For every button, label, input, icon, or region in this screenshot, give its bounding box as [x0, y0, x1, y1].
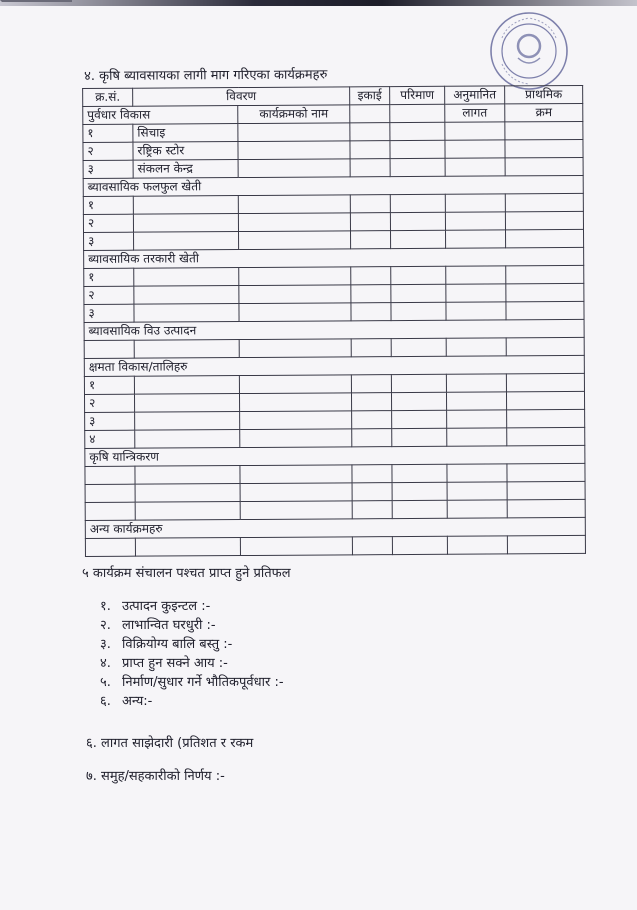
blank-cell	[238, 213, 350, 232]
row-item	[135, 502, 240, 521]
row-item	[133, 214, 238, 233]
blank-cell	[391, 338, 446, 356]
outcome-text: निर्माण/सुधार गर्ने भौतिकपूर्वधार :-	[122, 675, 284, 690]
group-title: कृषि यान्त्रिकरण	[85, 445, 585, 466]
blank-cell	[351, 267, 391, 285]
outcome-list	[100, 597, 284, 711]
blank-cell	[446, 266, 506, 284]
blank-cell	[447, 536, 507, 554]
row-item	[134, 340, 239, 359]
row-number	[85, 484, 135, 502]
blank-cell	[352, 429, 392, 447]
header-sn: क्र.सं.	[83, 88, 133, 106]
group-title: ब्यावसायिक तरकारी खेती	[84, 247, 584, 268]
blank-cell	[390, 140, 445, 158]
blank-cell	[352, 501, 392, 519]
row-number: २	[84, 286, 134, 304]
scan-top-edge	[0, 0, 637, 6]
group-title: क्षमता विकास/तालिहरु	[84, 355, 584, 376]
outcome-text: लाभान्वित घरधुरी :-	[122, 618, 216, 633]
blank-cell	[506, 229, 584, 247]
outcome-text: प्राप्त हुन सक्ने आय :-	[122, 656, 228, 671]
outcome-number: ५.	[100, 675, 111, 690]
row-number: ३	[84, 232, 134, 250]
blank-cell	[350, 213, 390, 231]
blank-cell	[351, 339, 391, 357]
blank-cell	[239, 267, 351, 286]
blank-cell	[350, 159, 390, 177]
outcome-item	[100, 692, 284, 711]
blank-cell	[505, 193, 583, 211]
outcome-item	[100, 673, 284, 692]
section-6-title: ६. लागत साझेदारी (प्रतिशत र रकम	[86, 736, 254, 751]
row-item	[135, 430, 240, 449]
blank-cell	[506, 265, 584, 283]
blank-cell	[238, 123, 350, 142]
header-estimated-top: अनुमानित	[445, 86, 505, 104]
row-item	[135, 538, 240, 557]
blank-cell	[351, 375, 391, 393]
header-priority-bottom: क्रम	[505, 103, 583, 121]
row-number: २	[83, 214, 133, 232]
blank-cell	[352, 393, 392, 411]
blank-cell	[351, 303, 391, 321]
row-number	[84, 340, 134, 358]
section-5-title: ५ कार्यक्रम संचालन पश्चत प्राप्त हुने प्रतिफल	[82, 566, 291, 581]
outcome-number: ६.	[100, 694, 111, 709]
blank-cell	[240, 411, 352, 430]
blank-cell	[506, 283, 584, 301]
outcome-item	[100, 654, 284, 673]
section-4	[82, 65, 585, 557]
header-unit: इकाई	[350, 87, 390, 105]
header-quantity: परिमाण	[390, 86, 445, 104]
blank-cell	[392, 464, 447, 482]
blank-cell	[507, 499, 585, 517]
blank-cell	[392, 482, 447, 500]
row-item: सिचाइ	[133, 124, 238, 143]
row-item: संकलन केन्द्र	[133, 160, 238, 179]
blank-cell	[447, 410, 507, 428]
outcome-number: १.	[100, 599, 111, 614]
blank-cell	[506, 337, 584, 355]
blank-cell	[392, 500, 447, 518]
row-item	[135, 412, 240, 431]
blank-cell	[447, 428, 507, 446]
blank-cell	[392, 410, 447, 428]
outcome-text: उत्पादन कुइन्टल :-	[122, 599, 211, 614]
blank-cell	[446, 302, 506, 320]
outcome-item	[100, 616, 284, 635]
row-number: २	[83, 142, 133, 160]
blank-cell	[507, 481, 585, 499]
blank-cell	[445, 140, 505, 158]
blank-cell	[505, 139, 583, 157]
row-number: ३	[85, 412, 135, 430]
row-item	[135, 466, 240, 485]
blank-cell	[238, 159, 350, 178]
blank-cell	[447, 464, 507, 482]
blank-cell	[352, 483, 392, 501]
header-estimated-bottom: लागत	[445, 104, 505, 122]
blank-cell	[392, 536, 447, 554]
blank-cell	[505, 211, 583, 229]
blank-cell	[446, 374, 506, 392]
row-item	[134, 232, 239, 251]
blank-cell	[238, 195, 350, 214]
blank-cell	[505, 121, 583, 139]
outcome-text: अन्य:-	[122, 694, 153, 709]
blank-cell	[240, 483, 352, 502]
blank-cell	[507, 391, 585, 409]
blank-cell	[352, 537, 392, 555]
blank-cell	[240, 429, 352, 448]
blank-cell	[390, 158, 445, 176]
header-description: विवरण	[133, 87, 350, 106]
cell	[350, 105, 390, 123]
blank-cell	[505, 157, 583, 175]
outcome-item	[100, 597, 284, 616]
blank-cell	[447, 482, 507, 500]
row-item: रष्ट्रिक स्टोर	[133, 142, 238, 161]
row-number: २	[84, 394, 134, 412]
blank-cell	[445, 194, 505, 212]
group-title: पुर्वधार विकास	[83, 106, 238, 125]
blank-cell	[239, 285, 351, 304]
blank-cell	[391, 230, 446, 248]
blank-cell	[239, 375, 351, 394]
blank-cell	[239, 303, 351, 322]
section-7-title: ७. समुह/सहकारीको निर्णय :-	[86, 769, 225, 784]
group-title: अन्य कार्यक्रमहरु	[85, 517, 585, 538]
blank-cell	[351, 285, 391, 303]
row-number: १	[83, 196, 133, 214]
blank-cell	[447, 392, 507, 410]
blank-cell	[239, 231, 351, 250]
blank-cell	[350, 141, 390, 159]
row-number: १	[84, 268, 134, 286]
blank-cell	[391, 374, 446, 392]
section-4-title: ४. कृषि ब्यावसायका लागी माग गरिएका कार्यक्रमहरु	[84, 67, 328, 84]
program-demand-table	[82, 85, 586, 557]
outcome-text: विक्रियोग्य बालि बस्तु :-	[122, 637, 233, 652]
blank-cell	[350, 195, 390, 213]
blank-cell	[390, 212, 445, 230]
blank-cell	[392, 392, 447, 410]
blank-cell	[507, 535, 585, 553]
blank-cell	[445, 158, 505, 176]
row-number	[85, 502, 135, 520]
outcome-number: ४.	[100, 656, 111, 671]
header-priority-top: प्राथमिक	[505, 85, 583, 103]
blank-cell	[507, 427, 585, 445]
blank-cell	[446, 230, 506, 248]
row-item	[134, 304, 239, 323]
blank-cell	[391, 302, 446, 320]
blank-cell	[352, 411, 392, 429]
blank-cell	[351, 231, 391, 249]
blank-cell	[239, 339, 351, 358]
row-number: १	[84, 376, 134, 394]
blank-cell	[447, 500, 507, 518]
row-item	[134, 376, 239, 395]
blank-cell	[507, 463, 585, 481]
group-title: ब्यावसायिक विउ उत्पादन	[84, 319, 584, 340]
outcome-item	[100, 635, 284, 654]
outcome-number: ३.	[100, 637, 111, 652]
blank-cell	[446, 338, 506, 356]
blank-cell	[391, 266, 446, 284]
blank-cell	[390, 122, 445, 140]
blank-cell	[390, 194, 445, 212]
outcome-number: २.	[100, 618, 111, 633]
row-number: ४	[85, 430, 135, 448]
blank-cell	[507, 409, 585, 427]
row-item	[134, 394, 239, 413]
blank-cell	[445, 212, 505, 230]
row-item	[135, 484, 240, 503]
header-program-name: कार्यक्रमको नाम	[238, 105, 350, 124]
blank-cell	[392, 428, 447, 446]
blank-cell	[445, 122, 505, 140]
blank-cell	[391, 284, 446, 302]
blank-cell	[506, 373, 584, 391]
blank-cell	[352, 465, 392, 483]
row-number	[85, 466, 135, 484]
fold-mark	[0, 0, 72, 42]
blank-cell	[350, 123, 390, 141]
row-item	[134, 268, 239, 287]
row-item	[134, 286, 239, 305]
blank-cell	[240, 465, 352, 484]
blank-cell	[506, 301, 584, 319]
blank-cell	[446, 284, 506, 302]
group-title: ब्यावसायिक फलफुल खेती	[83, 175, 583, 196]
cell	[390, 104, 445, 122]
row-number: १	[83, 124, 133, 142]
blank-cell	[238, 141, 350, 160]
blank-cell	[239, 393, 351, 412]
row-number: ३	[84, 304, 134, 322]
row-item	[133, 196, 238, 215]
row-number	[85, 538, 135, 556]
blank-cell	[240, 501, 352, 520]
table-row	[85, 535, 585, 556]
blank-cell	[240, 537, 352, 556]
row-number: ३	[83, 160, 133, 178]
